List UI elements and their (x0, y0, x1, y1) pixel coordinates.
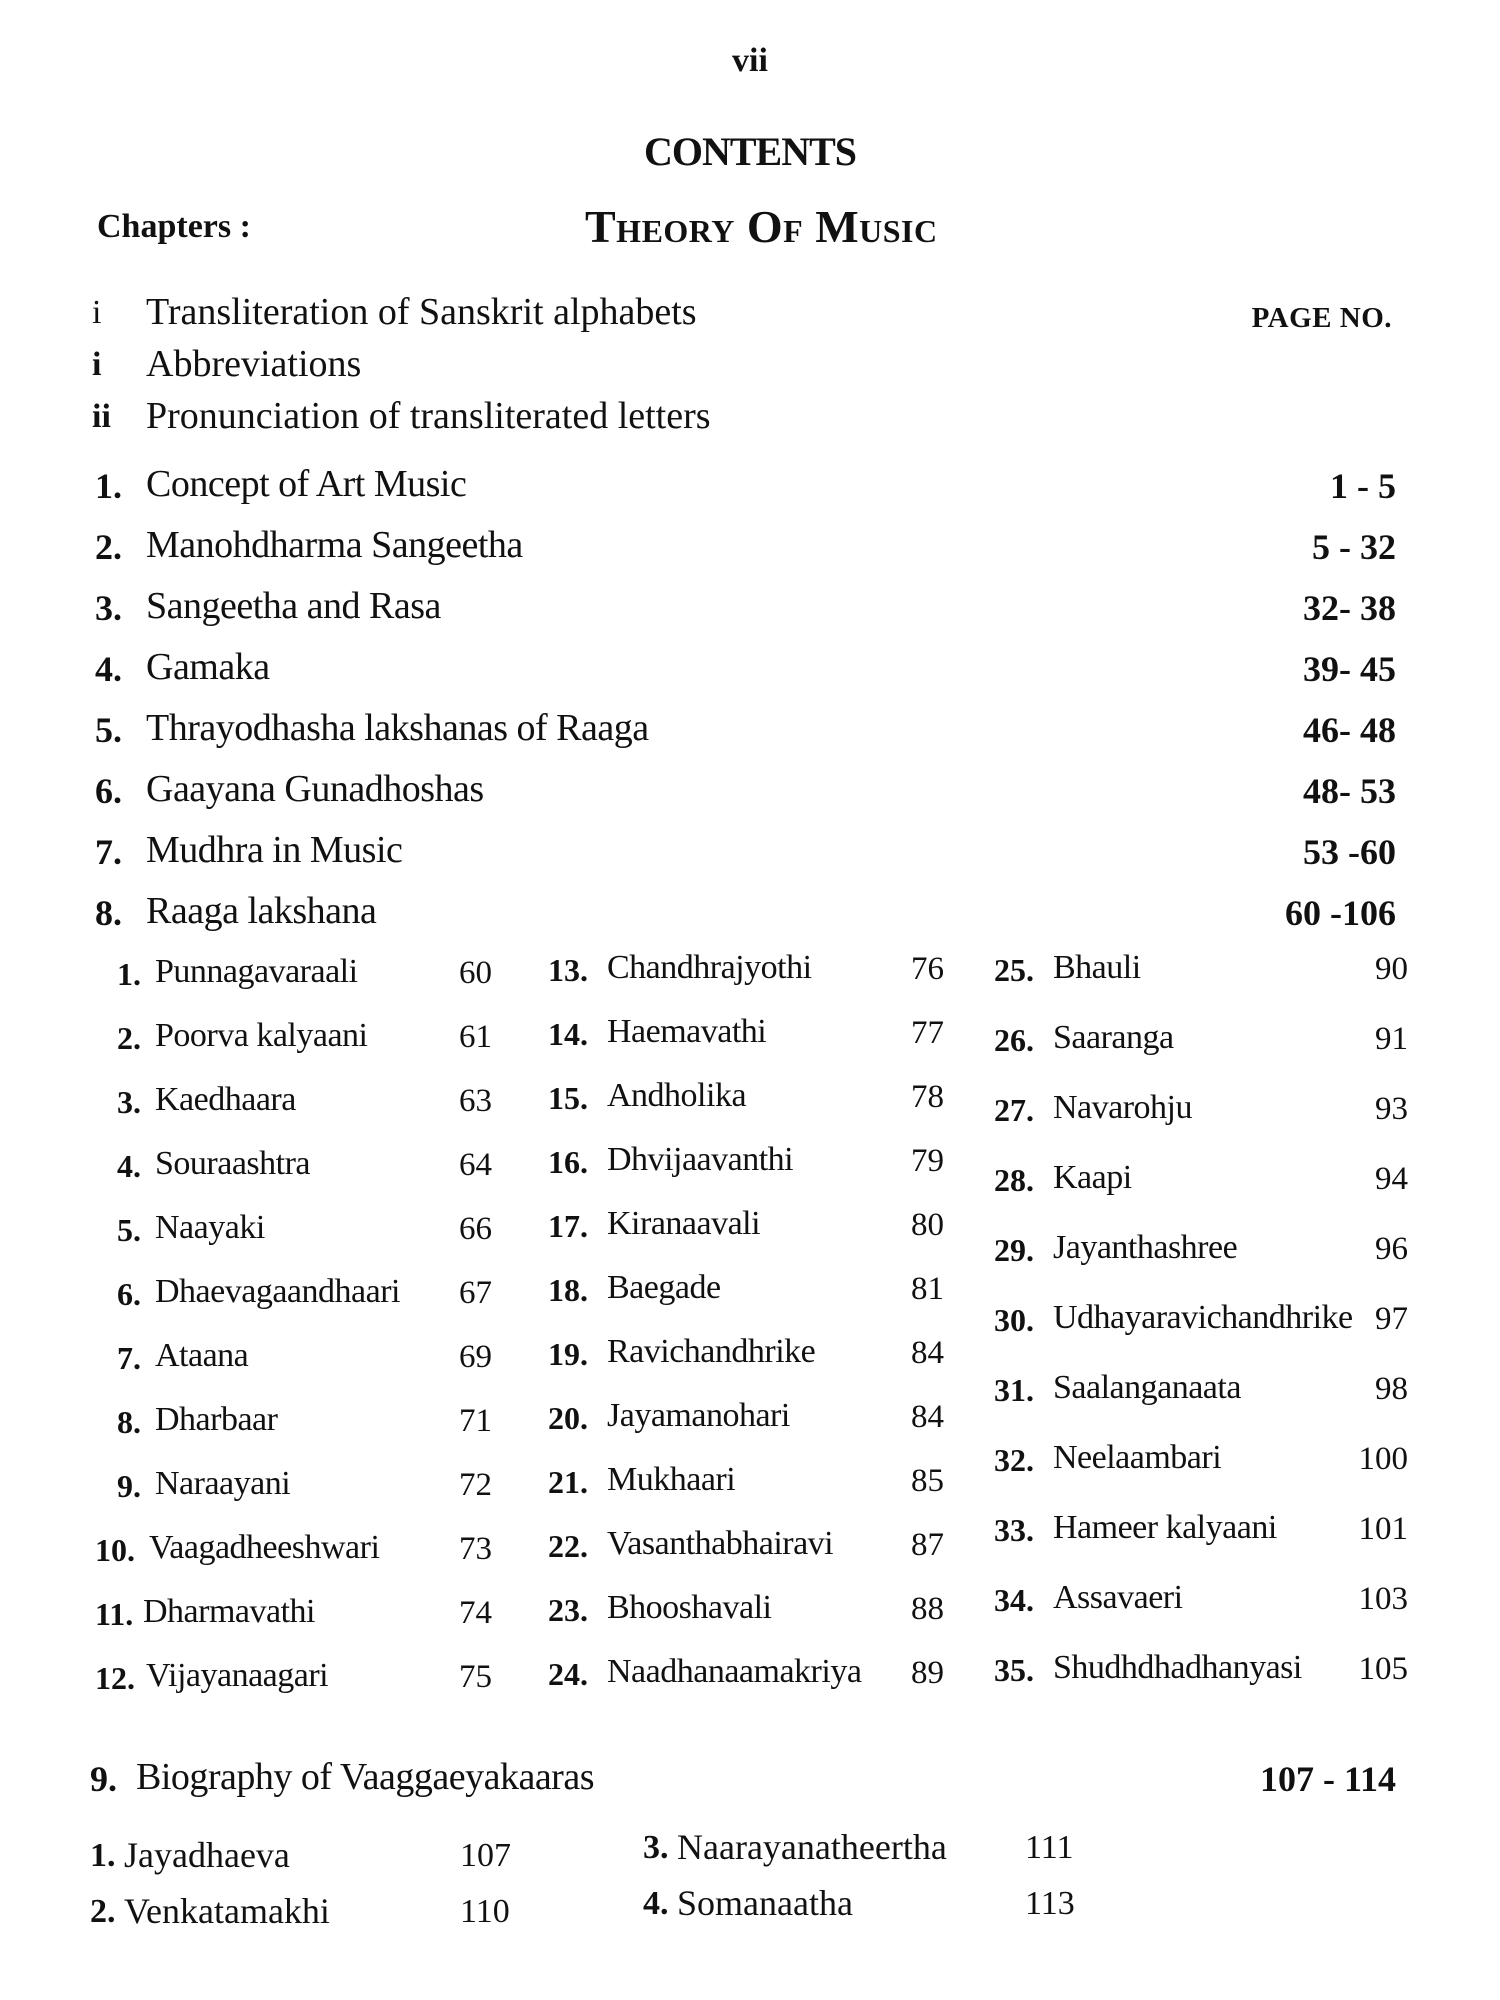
raaga-number: 20. (548, 1400, 588, 1436)
raaga-number: 16. (548, 1144, 588, 1180)
raaga-number: 13. (548, 952, 588, 988)
raaga-number: 21. (548, 1464, 588, 1500)
chapter-pages: 46- 48 (1303, 710, 1396, 750)
raaga-page: 94 (1375, 1161, 1408, 1197)
page-no-label: PAGE NO. (1251, 302, 1392, 334)
biography-name: Venkatamakhi (124, 1891, 330, 1931)
raaga-page: 66 (459, 1211, 492, 1247)
raaga-name: Poorva kalyaani (155, 1017, 368, 1054)
raaga-page: 67 (459, 1275, 492, 1311)
raaga-name: Naadhanaamakriya (607, 1653, 862, 1690)
raaga-name: Bhooshavali (607, 1589, 772, 1626)
raaga-name: Dhaevagaandhaari (155, 1273, 400, 1310)
raaga-number: 1. (117, 956, 141, 992)
raaga-page: 60 (459, 955, 492, 991)
raaga-page: 80 (911, 1207, 944, 1243)
raaga-number: 9. (117, 1468, 141, 1504)
raaga-page: 105 (1358, 1651, 1408, 1687)
raaga-number: 35. (994, 1652, 1034, 1688)
chapter-number: 2. (95, 527, 122, 567)
raaga-number: 18. (548, 1272, 588, 1308)
raaga-number: 4. (117, 1148, 141, 1184)
raaga-page: 79 (911, 1143, 944, 1179)
chapter-number: 7. (95, 832, 122, 872)
chapter-title: Mudhra in Music (146, 829, 403, 871)
raaga-name: Chandhrajyothi (607, 949, 812, 986)
raaga-name: Dharbaar (155, 1401, 278, 1438)
raaga-page: 88 (911, 1591, 944, 1627)
raaga-number: 19. (548, 1336, 588, 1372)
raaga-name: Mukhaari (607, 1461, 736, 1498)
raaga-number: 26. (994, 1022, 1034, 1058)
raaga-page: 78 (911, 1079, 944, 1115)
raaga-page: 69 (459, 1339, 492, 1375)
raaga-number: 29. (994, 1232, 1034, 1268)
raaga-page: 100 (1358, 1441, 1408, 1477)
raaga-number: 31. (994, 1372, 1034, 1408)
raaga-page: 97 (1375, 1301, 1408, 1337)
raaga-name: Saaranga (1053, 1019, 1174, 1056)
biography-page: 113 (1025, 1885, 1075, 1922)
raaga-name: Dhvijaavanthi (607, 1141, 794, 1178)
raaga-number: 30. (994, 1302, 1034, 1338)
raaga-page: 61 (459, 1019, 492, 1055)
raaga-name: Assavaeri (1053, 1579, 1183, 1616)
raaga-page: 96 (1375, 1231, 1408, 1267)
biography-name: Naarayanatheertha (677, 1827, 947, 1867)
raaga-page: 98 (1375, 1371, 1408, 1407)
raaga-page: 74 (459, 1595, 492, 1631)
raaga-name: Saalanganaata (1053, 1369, 1241, 1406)
raaga-number: 25. (994, 952, 1034, 988)
raaga-name: Punnagavaraali (155, 953, 358, 990)
raaga-number: 6. (117, 1276, 141, 1312)
raaga-name: Baegade (607, 1269, 721, 1306)
raaga-name: Naayaki (155, 1209, 265, 1246)
raaga-number: 28. (994, 1162, 1034, 1198)
chapter-title: Gaayana Gunadhoshas (146, 768, 484, 810)
raaga-number: 3. (117, 1084, 141, 1120)
raaga-number: 27. (994, 1092, 1034, 1128)
raaga-page: 101 (1358, 1511, 1408, 1547)
raaga-number: 23. (548, 1592, 588, 1628)
raaga-page: 91 (1375, 1021, 1408, 1057)
chapter-title: Concept of Art Music (146, 463, 467, 505)
raaga-number: 34. (994, 1582, 1034, 1618)
raaga-name: Udhayaravichandhrike (1053, 1299, 1353, 1336)
raaga-number: 10. (95, 1532, 135, 1568)
raaga-name: Vasanthabhairavi (607, 1525, 834, 1562)
chapter-pages: 5 - 32 (1312, 527, 1396, 567)
biography-number: 3. (643, 1829, 669, 1866)
chapter-title: Raaga lakshana (146, 890, 377, 932)
raaga-page: 93 (1375, 1091, 1408, 1127)
chapter-pages: 53 -60 (1303, 832, 1396, 872)
raaga-page: 84 (911, 1399, 944, 1435)
chapter-number: 3. (95, 588, 122, 628)
raaga-name: Naraayani (155, 1465, 291, 1502)
prelim-title: Transliteration of Sanskrit alphabets (146, 291, 697, 333)
biography-name: Jayadhaeva (124, 1835, 290, 1875)
raaga-number: 11. (95, 1596, 134, 1632)
chapter-pages: 60 -106 (1285, 893, 1396, 933)
section-title: Theory Of Music (585, 201, 938, 252)
raaga-page: 73 (459, 1531, 492, 1567)
raaga-name: Hameer kalyaani (1053, 1509, 1277, 1546)
prelim-title: Pronunciation of transliterated letters (146, 395, 711, 437)
raaga-number: 22. (548, 1528, 588, 1564)
page-number: vii (732, 42, 768, 79)
prelim-number: i (92, 294, 102, 331)
biography-page: 110 (460, 1893, 510, 1930)
raaga-name: Ataana (155, 1337, 249, 1374)
raaga-page: 63 (459, 1083, 492, 1119)
raaga-name: Bhauli (1053, 949, 1141, 986)
raaga-name: Andholika (607, 1077, 747, 1114)
raaga-page: 64 (459, 1147, 492, 1183)
raaga-number: 14. (548, 1016, 588, 1052)
raaga-number: 15. (548, 1080, 588, 1116)
raaga-page: 71 (459, 1403, 492, 1439)
raaga-number: 8. (117, 1404, 141, 1440)
raaga-name: Dharmavathi (143, 1593, 315, 1630)
contents-heading: CONTENTS (643, 129, 857, 174)
chapter-pages: 107 - 114 (1259, 1759, 1396, 1799)
chapter-pages: 32- 38 (1303, 588, 1396, 628)
chapter-pages: 48- 53 (1303, 771, 1396, 811)
raaga-page: 77 (911, 1015, 944, 1051)
raaga-page: 84 (911, 1335, 944, 1371)
chapters-label: Chapters : (97, 208, 251, 245)
raaga-page: 72 (459, 1467, 492, 1503)
prelim-number: i (92, 346, 102, 383)
raaga-number: 2. (117, 1020, 141, 1056)
raaga-page: 85 (911, 1463, 944, 1499)
chapter-number: 5. (95, 710, 122, 750)
raaga-name: Neelaambari (1053, 1439, 1222, 1476)
chapter-pages: 1 - 5 (1330, 466, 1396, 506)
chapter-number: 9. (90, 1759, 117, 1799)
raaga-name: Kaapi (1053, 1159, 1132, 1196)
raaga-page: 87 (911, 1527, 944, 1563)
raaga-name: Vaagadheeshwari (149, 1529, 380, 1566)
raaga-name: Shudhdhadhanyasi (1053, 1649, 1302, 1686)
raaga-number: 17. (548, 1208, 588, 1244)
biography-number: 4. (643, 1885, 669, 1922)
raaga-number: 7. (117, 1340, 141, 1376)
biography-number: 2. (90, 1893, 116, 1930)
raaga-name: Jayanthashree (1053, 1229, 1238, 1266)
prelim-title: Abbreviations (146, 343, 362, 385)
raaga-page: 81 (911, 1271, 944, 1307)
chapter-number: 6. (95, 771, 122, 811)
raaga-number: 5. (117, 1212, 141, 1248)
biography-page: 107 (460, 1837, 511, 1874)
chapter-title: Manohdharma Sangeetha (146, 524, 523, 566)
chapter-number: 8. (95, 893, 122, 933)
biography-page: 111 (1025, 1829, 1074, 1866)
prelim-number: ii (92, 398, 111, 435)
raaga-name: Souraashtra (155, 1145, 311, 1182)
chapter-number: 1. (95, 466, 122, 506)
raaga-name: Kiranaavali (607, 1205, 761, 1242)
raaga-page: 76 (911, 951, 944, 987)
raaga-number: 24. (548, 1656, 588, 1692)
biography-name: Somanaatha (677, 1883, 853, 1923)
raaga-page: 89 (911, 1655, 944, 1691)
chapter-title: Thrayodhasha lakshanas of Raaga (146, 707, 649, 749)
raaga-name: Navarohju (1053, 1089, 1193, 1126)
raaga-page: 90 (1375, 951, 1408, 987)
raaga-number: 33. (994, 1512, 1034, 1548)
raaga-number: 32. (994, 1442, 1034, 1478)
raaga-name: Vijayanaagari (146, 1657, 329, 1694)
raaga-number: 12. (95, 1660, 135, 1696)
raaga-name: Jayamanohari (607, 1397, 790, 1434)
raaga-name: Haemavathi (607, 1013, 767, 1050)
chapter-title: Biography of Vaaggaeyakaaras (136, 1756, 594, 1798)
biography-number: 1. (90, 1837, 116, 1874)
raaga-name: Kaedhaara (155, 1081, 296, 1118)
chapter-title: Gamaka (146, 646, 270, 688)
raaga-page: 75 (459, 1659, 492, 1695)
raaga-page: 103 (1358, 1581, 1408, 1617)
chapter-pages: 39- 45 (1303, 649, 1396, 689)
raaga-name: Ravichandhrike (607, 1333, 816, 1370)
chapter-number: 4. (95, 649, 122, 689)
chapter-title: Sangeetha and Rasa (146, 585, 441, 627)
